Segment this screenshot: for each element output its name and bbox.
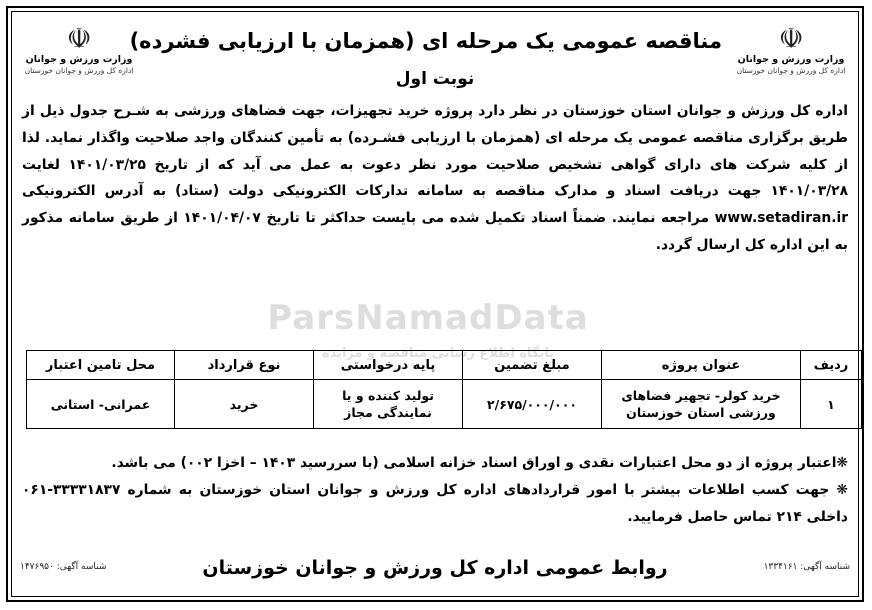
setad-url-link[interactable]: www.setadiran.ir: [714, 210, 848, 227]
cell-funding: عمرانی- استانی: [27, 380, 175, 429]
ad-id-right: شناسه آگهی: ۱۳۳۴۱۶۱: [763, 562, 850, 572]
header-grade: پایه درخواستی: [314, 351, 463, 380]
logo-dept-text: اداره کل ورزش و جوانان خوزستان: [24, 66, 134, 75]
table-row: [27, 380, 862, 429]
cell-guarantee: ۲/۶۷۵/۰۰۰/۰۰۰: [463, 380, 602, 429]
header-guarantee: مبلغ تضمین: [463, 351, 602, 380]
header-contract-type: نوع قرارداد: [175, 351, 314, 380]
ad-frame: [6, 6, 864, 602]
tender-round: نوبت اول: [395, 69, 475, 89]
watermark-subtext: پایگاه اطلاع رسانی مناقصه و مزایده: [321, 346, 555, 361]
logo-dept-text: اداره کل ورزش و جوانان خوزستان: [736, 66, 846, 75]
note-funding: ❋اعتبار پروژه از دو محل اعتبارات نقدی و اوراق اسناد خزانه اسلامی (با سررسید ۱۴۰۳ – اخزا ۰۰۲) می باشد.: [111, 455, 848, 471]
public-relations-banner: روابط عمومی اداره کل ورزش و جوانان خوزستان: [202, 557, 668, 579]
header-project-title: عنوان پروژه: [602, 351, 801, 380]
cell-project-title: خرید کولر- تجهیر فضاهای ورزشی استان خوزستان: [602, 380, 801, 429]
logo-ministry-text: وزارت ورزش و جوانان: [737, 54, 845, 65]
projects-table: [26, 350, 862, 429]
header-funding: محل تامین اعتبار: [27, 351, 175, 380]
emblem-icon: ☫: [66, 22, 92, 55]
body-text-part1: اداره کل ورزش و جوانان استان خوزستان در نظر دارد پروژه خرید تجهیزات، جهت فضاهای ورزشی به شـرح جدول ذیل از طریق برگزاری مناقصه عمومی یک مرحله ای (همزمان با ارزیابی فشـرده) به تأمین کنندگان واجد صلاحیت واگذار نماید. لذا از کلیه شرکت های دارای گواهی تشخیص صلاحیت مورد نظر دعوت به عمل می آید که از تاریخ ۱۴۰۱/۰۳/۲۵ لغایت ۱۴۰۱/۰۳/۲۸ جهت دریافت اسناد و مدارک مناقصه به سامانه تدارکات الکترونیکی دولت (ستاد) به آدرس الکترونیکی: [22, 103, 848, 200]
logo-ministry-text: وزارت ورزش و جوانان: [25, 54, 133, 65]
header-row-number: ردیف: [801, 351, 862, 380]
cell-row-number: ۱: [801, 380, 862, 429]
note-contact: ❋ جهت کسب اطلاعات بیشتر با امور قراردادهای اداره کل ورزش و جوانان استان خوزستان به شماره ۳۳۳۳۱۸۳۷-۰۶۱ داخلی ۲۱۴ تماس حاصل فرمایید.: [22, 481, 848, 525]
body-text-part2: مراجعه نمایند. ضمناً اسناد تکمیل شده می بایست حداکثر تا تاریخ ۱۴۰۱/۰۴/۰۷ از طریق سامانه مذکور به این اداره کل ارسال گردد.: [22, 210, 848, 253]
tender-notes: [22, 450, 848, 530]
tender-title: مناقصه عمومی یک مرحله ای (همزمان با ارزیابی فشرده): [129, 29, 722, 53]
table-header-row: [27, 351, 862, 380]
ad-id-left: شناسه آگهی: ۱۴۷۶۹۵۰: [20, 562, 107, 572]
cell-contract-type: خرید: [175, 380, 314, 429]
watermark-text: ParsNamadData: [267, 298, 589, 338]
ad-footer: [16, 548, 854, 588]
emblem-icon: ☫: [778, 22, 804, 55]
cell-grade: تولید کننده و یا نمایندگی مجاز: [314, 380, 463, 429]
tender-body-paragraph: [22, 98, 848, 259]
